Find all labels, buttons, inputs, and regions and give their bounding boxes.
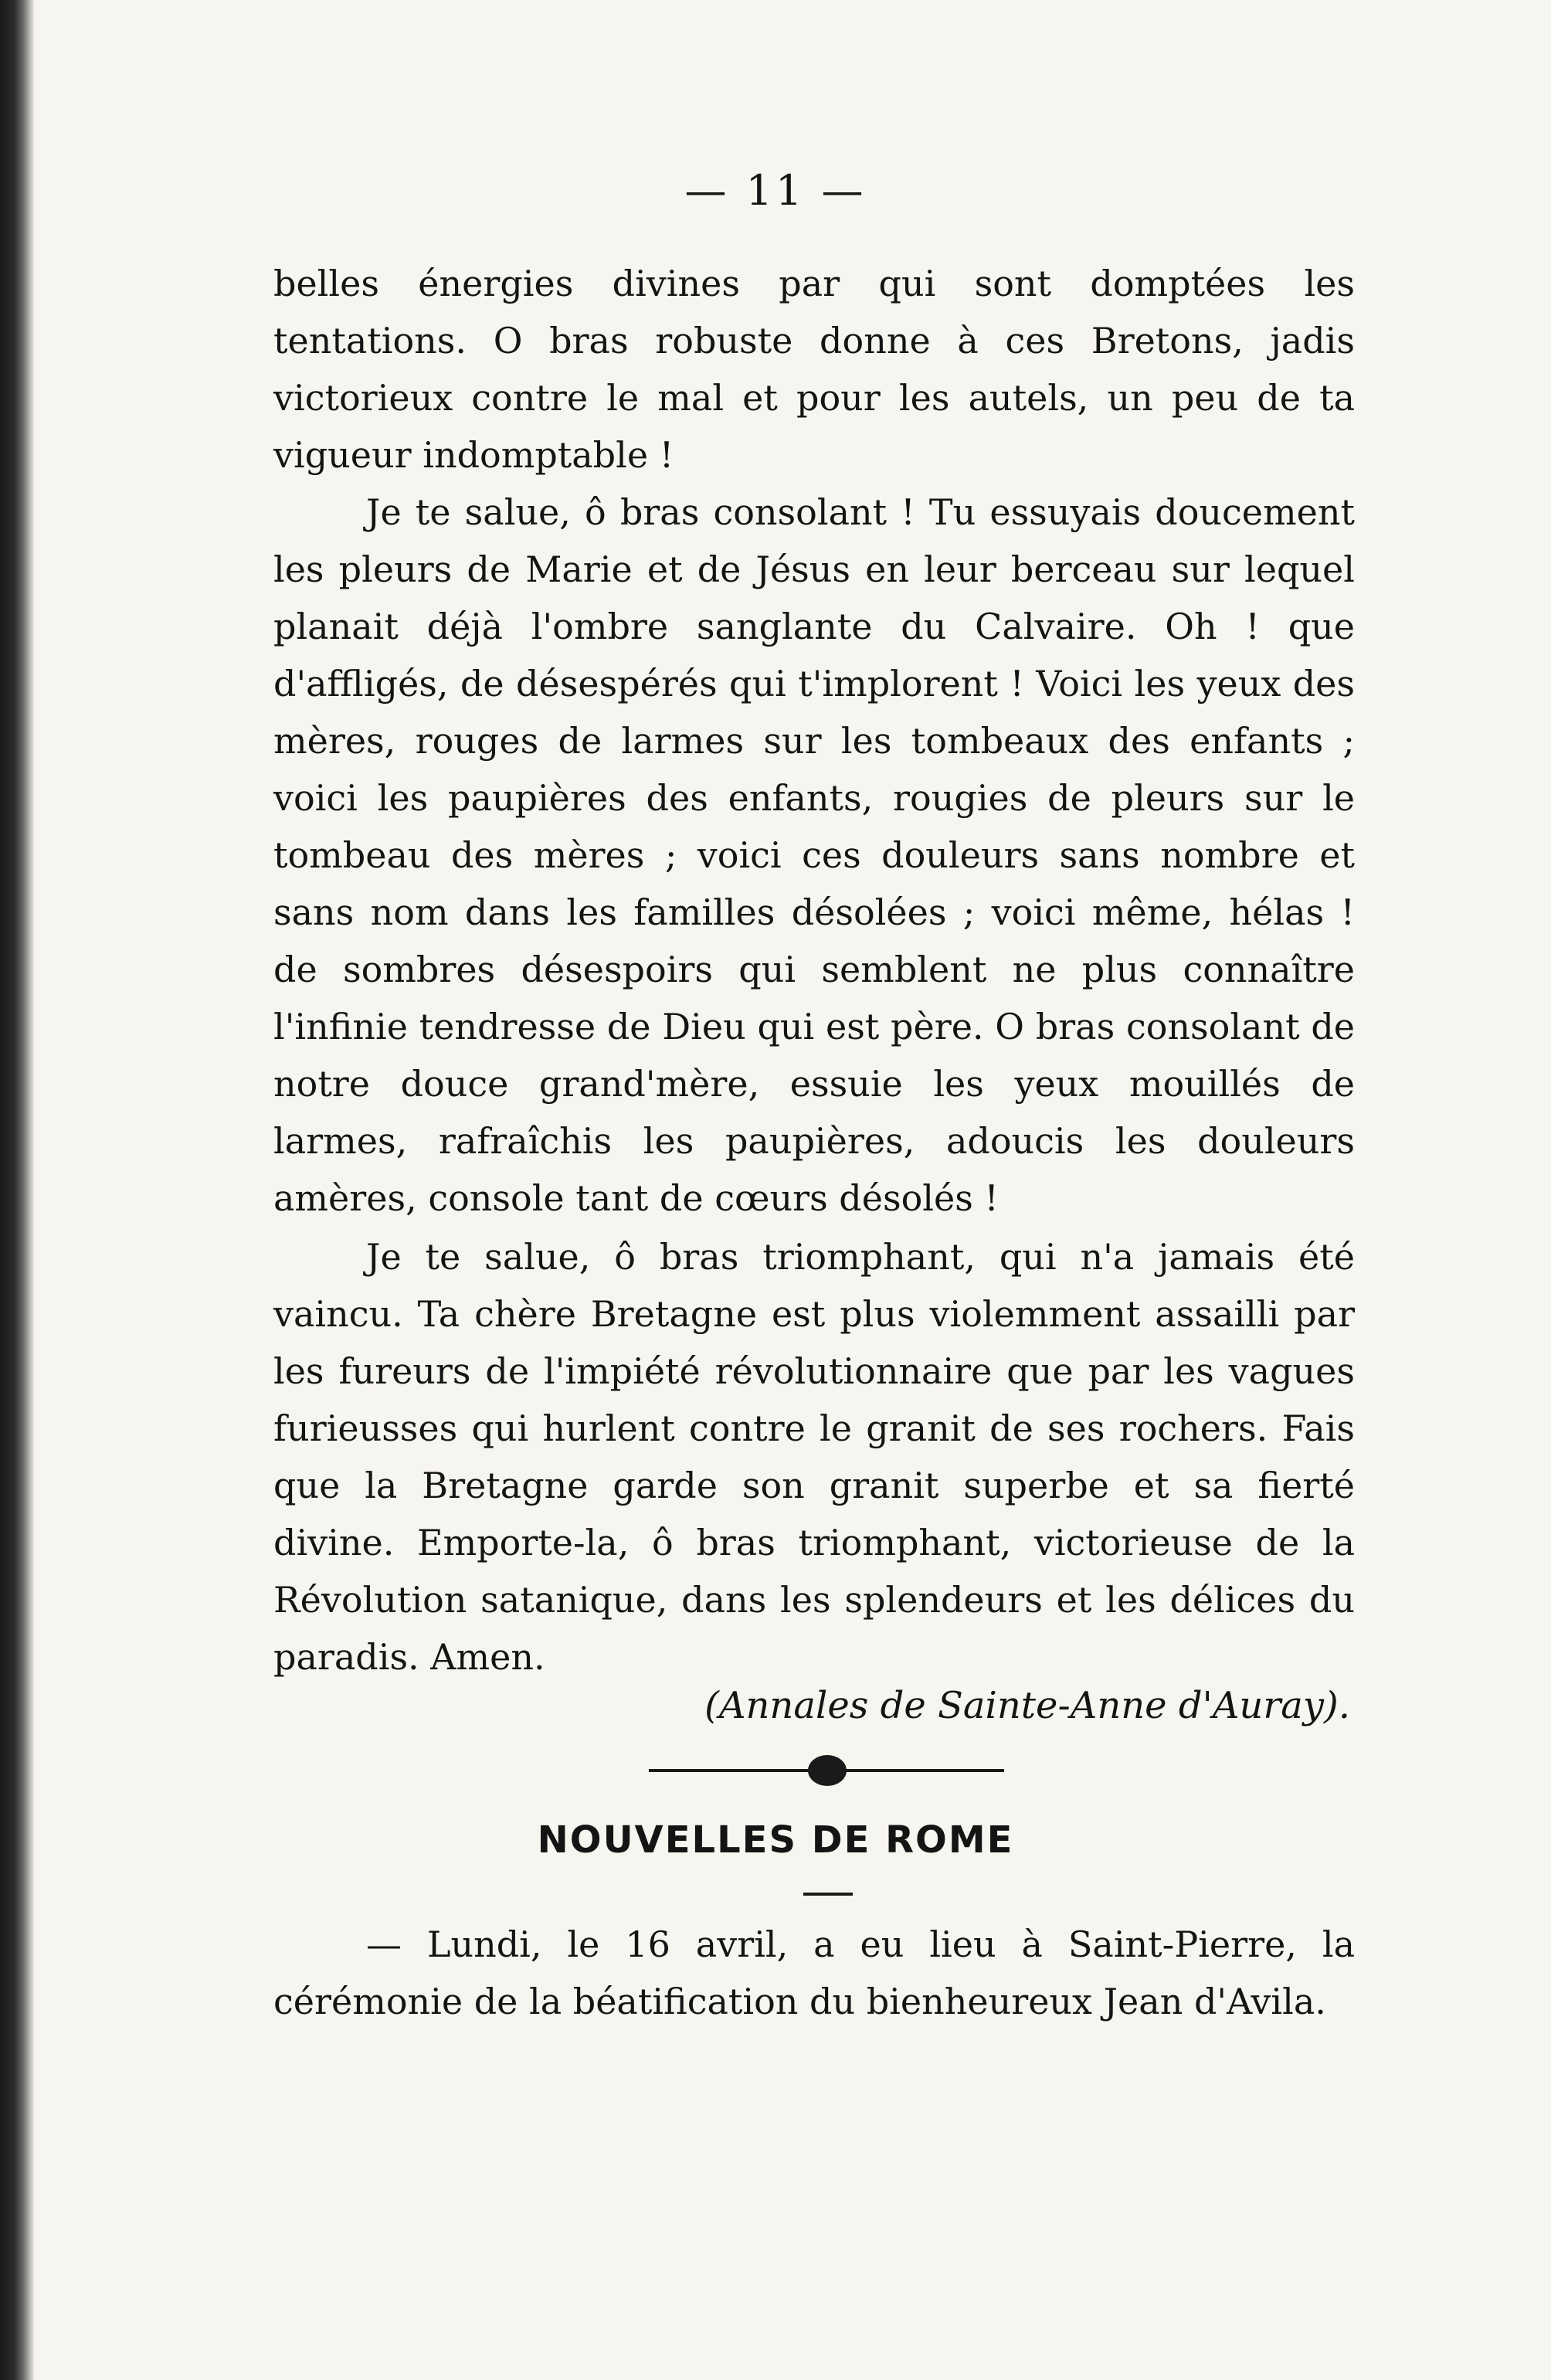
paragraph-consolant xyxy=(273,484,1355,1227)
ornament-center-icon xyxy=(808,1755,847,1786)
paragraph-text: belles énergies divines par qui sont domptées les tentations. O bras robuste donne à ces Bretons, jadis victorieux contre le mal et pour les autels, un peu de ta vigueur indomptable ! xyxy=(273,263,1355,476)
section-heading: NOUVELLES DE ROME xyxy=(537,1818,1014,1862)
paragraph-continuation xyxy=(273,255,1355,484)
source-citation: (Annales de Sainte-Anne d'Auray). xyxy=(704,1684,1350,1727)
heading-underline xyxy=(803,1893,853,1896)
paragraph-text: — Lundi, le 16 avril, a eu lieu à Saint-Pierre, la cérémonie de la béatification du bienheureux Jean d'Avila. xyxy=(273,1923,1355,2022)
book-binding-shadow xyxy=(0,0,34,2380)
paragraph-triomphant xyxy=(273,1228,1355,1686)
section-paragraph xyxy=(273,1916,1355,2030)
paragraph-text: Je te salue, ô bras triomphant, qui n'a jamais été vaincu. Ta chère Bretagne est plus violemment assailli par les fureurs de l'impiété révolutionnaire que par les vagues furieusses qui hurlent contre le granit de ses rochers. Fais que la Bretagne garde son granit superbe et sa fierté divine. Emporte-la, ô bras triomphant, victorieuse de la Révolution satanique, dans les splendeurs et les délices du paradis. Amen. xyxy=(273,1236,1355,1678)
page-number: — 11 — xyxy=(684,166,867,215)
paragraph-text: Je te salue, ô bras consolant ! Tu essuyais doucement les pleurs de Marie et de Jésus en leur berceau sur lequel planait déjà l'ombre sanglante du Calvaire. Oh ! que d'affligés, de désespérés qui t'implorent ! Voici les yeux des mères, rouges de larmes sur les tombeaux des enfants ; voici les paupières des enfants, rougies de pleurs sur le tombeau des mères ; voici ces douleurs sans nombre et sans nom dans les familles désolées ; voici même, hélas ! de sombres désespoirs qui semblent ne plus connaître l'infinie tendresse de Dieu qui est père. O bras consolant de notre douce grand'mère, essuie les yeux mouillés de larmes, rafraîchis les paupières, adoucis les douleurs amères, console tant de cœurs désolés ! xyxy=(273,491,1355,1219)
